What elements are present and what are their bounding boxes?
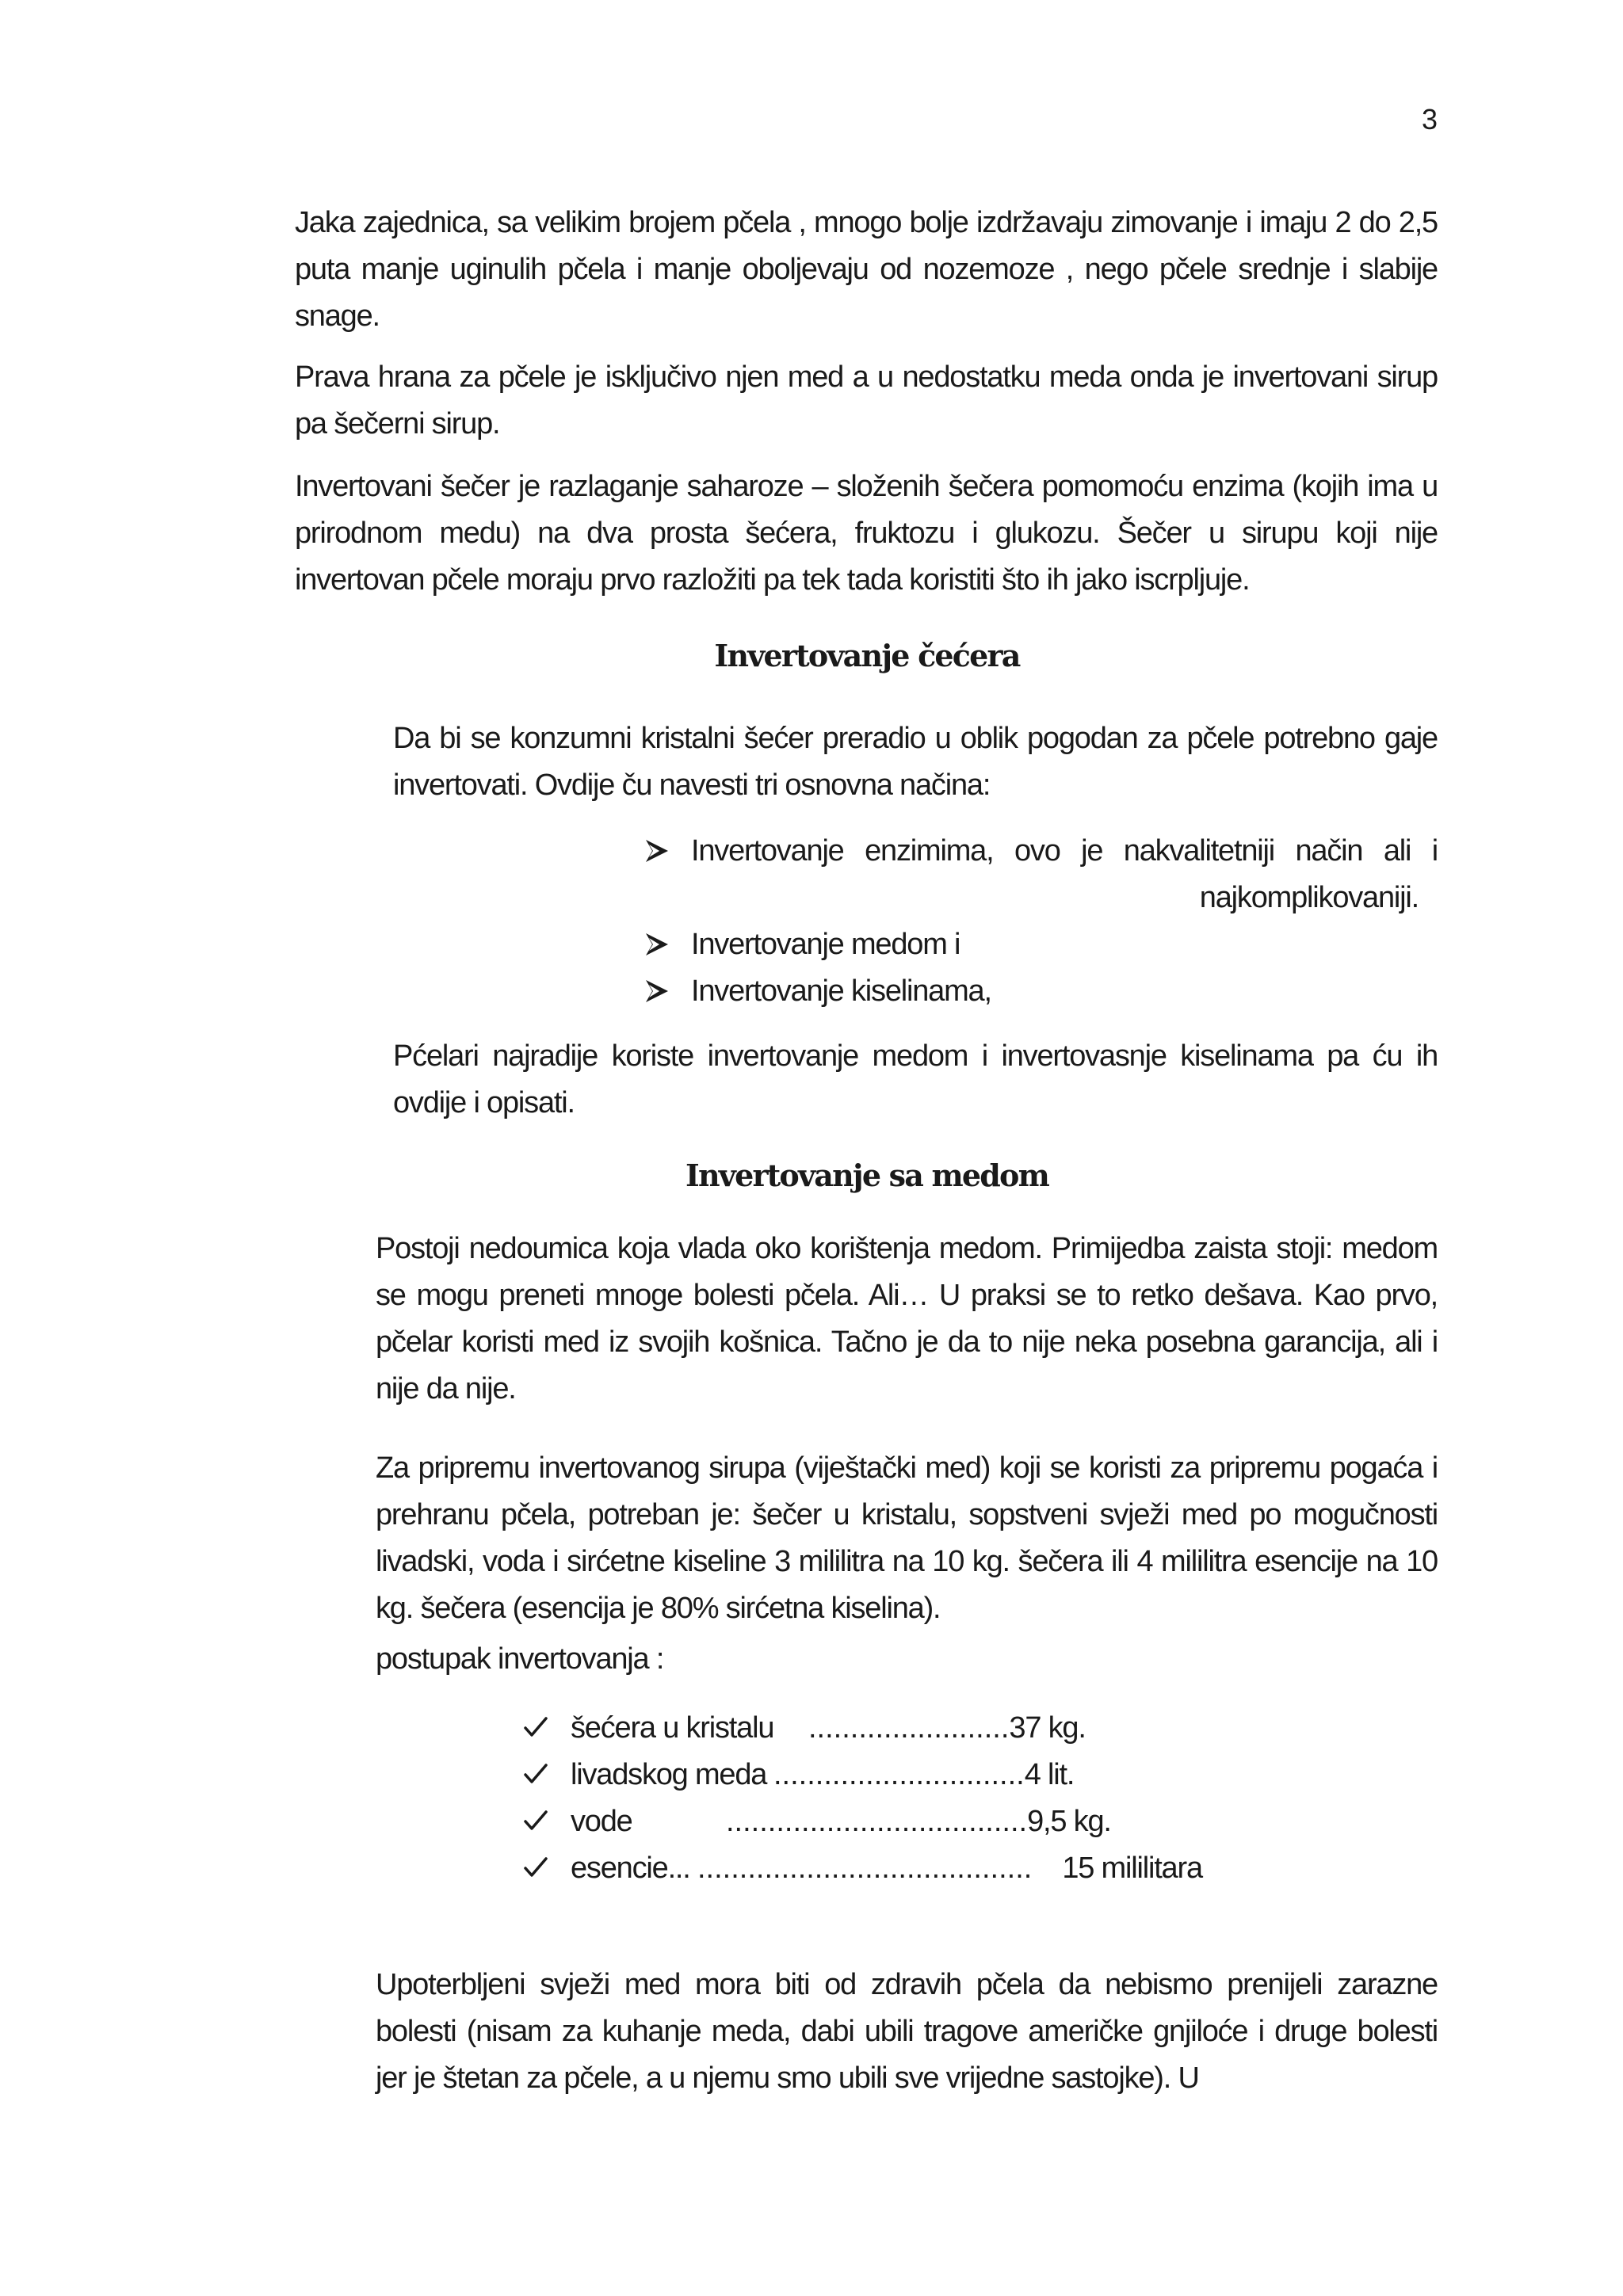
- ingredient-quantity: 15 mililitara: [1062, 1852, 1202, 1885]
- ingredient-leader-dots: ........................: [808, 1711, 1010, 1745]
- arrow-bullet-icon: [643, 978, 670, 1005]
- ingredient-quantity: 37 kg.: [1009, 1711, 1086, 1745]
- heading-sugar-inversion: Invertovanje čećera: [714, 638, 1020, 673]
- ingredient-leader-dots: ....................................: [726, 1805, 1028, 1838]
- checkmark-icon: [523, 1808, 548, 1833]
- ingredient-name: vode: [571, 1805, 632, 1838]
- methods-list: [643, 828, 1438, 1015]
- method-label: Invertovanje enzimima, ovo je nakvalitetniji način ali i: [691, 834, 1438, 868]
- list-item: [643, 921, 1438, 968]
- paragraph-methods-intro: Da bi se konzumni kristalni šećer preradio u oblik pogodan za pčele potrebno gaje invertovati. Ovdije ču navesti tri osnovna načina:: [393, 722, 1438, 802]
- arrow-bullet-icon: [643, 931, 670, 958]
- list-item: [643, 968, 1438, 1015]
- list-item: [643, 828, 1438, 921]
- paragraph-syrup-preparation: Za pripremu invertovanog sirupa (viještački med) koji se koristi za pripremu pogaća i prehranu pčela, potreban je: šečer u kristalu, sopstveni svježi med po mogučnosti livadski, voda i sirćetne kiseline 3 mililitra na 10 kg. šečera ili 4 mililitra esencije na 10 kg. šečera (esencija je 80% sirćetna kiselina).: [376, 1451, 1438, 1625]
- paragraph-strong-colonies: Jaka zajednica, sa velikim brojem pčela , mnogo bolje izdržavaju zimovanje i imaju 2 do 2,5 puta manje uginulih pčela i manje oboljevaju od nozemoze , nego pčele srednje i slabije snage.: [295, 206, 1438, 333]
- list-item: [523, 1752, 1202, 1798]
- list-item: [523, 1845, 1202, 1892]
- paragraph-inverted-sugar: Invertovani šečer je razlaganje saharoze – složenih šečera pomomoću enzima (kojih ima u prirodnom medu) na dva prosta šećera, fruktozu i glukozu. Šečer u sirupu koji nije invertovan pčele moraju prvo razložiti pa tek tada koristiti što ih jako iscrpljuje.: [295, 470, 1438, 597]
- ingredient-quantity: 4 lit.: [1024, 1758, 1075, 1791]
- paragraph-preferred-methods: Pćelari najradije koriste invertovanje medom i invertovasnje kiselinama pa ću ih ovdije i opisati.: [393, 1039, 1438, 1119]
- list-item: [523, 1798, 1202, 1845]
- ingredient-leader-dots: ........................................: [697, 1852, 1033, 1885]
- heading-inversion-with-honey: Invertovanje sa medom: [685, 1158, 1049, 1193]
- ingredient-quantity: 9,5 kg.: [1027, 1805, 1111, 1838]
- ingredient-name: šećera u kristalu: [571, 1711, 774, 1745]
- ingredient-leader-dots: ..............................: [773, 1758, 1025, 1791]
- checkmark-icon: [523, 1855, 548, 1880]
- ingredients-list: [523, 1705, 1202, 1892]
- checkmark-icon: [523, 1714, 548, 1740]
- page-number: 3: [1421, 103, 1438, 135]
- method-label-continuation: najkomplikovaniji.: [1199, 881, 1419, 914]
- paragraph-procedure-label: postupak invertovanja :: [376, 1642, 664, 1676]
- method-label: Invertovanje kiselinama,: [691, 974, 991, 1008]
- paragraph-fresh-honey: Upoterbljeni svježi med mora biti od zdravih pčela da nebismo prenijeli zarazne bolesti (nisam za kuhanje meda, dabi ubili tragove američke gnjiloće i druge bolesti jer je štetan za pčele, a u njemu smo ubili sve vrijedne sastojke). U: [376, 1968, 1438, 2095]
- ingredient-name: livadskog meda: [571, 1758, 767, 1791]
- list-item: [523, 1705, 1202, 1752]
- paragraph-bee-food: Prava hrana za pčele je isključivo njen med a u nedostatku meda onda je invertovani sirup pa šečerni sirup.: [295, 360, 1438, 441]
- ingredient-name: esencie...: [571, 1852, 690, 1885]
- method-label: Invertovanje medom i: [691, 928, 960, 961]
- checkmark-icon: [523, 1761, 548, 1787]
- arrow-bullet-icon: [643, 837, 670, 864]
- paragraph-honey-doubts: Postoji nedoumica koja vlada oko korištenja medom. Primijedba zaista stoji: medom se mogu preneti mnoge bolesti pčela. Ali… U praksi se to retko dešava. Kao prvo, pčelar koristi med iz svojih košnica. Tačno je da to nije neka posebna garancija, ali i nije da nije.: [376, 1232, 1438, 1405]
